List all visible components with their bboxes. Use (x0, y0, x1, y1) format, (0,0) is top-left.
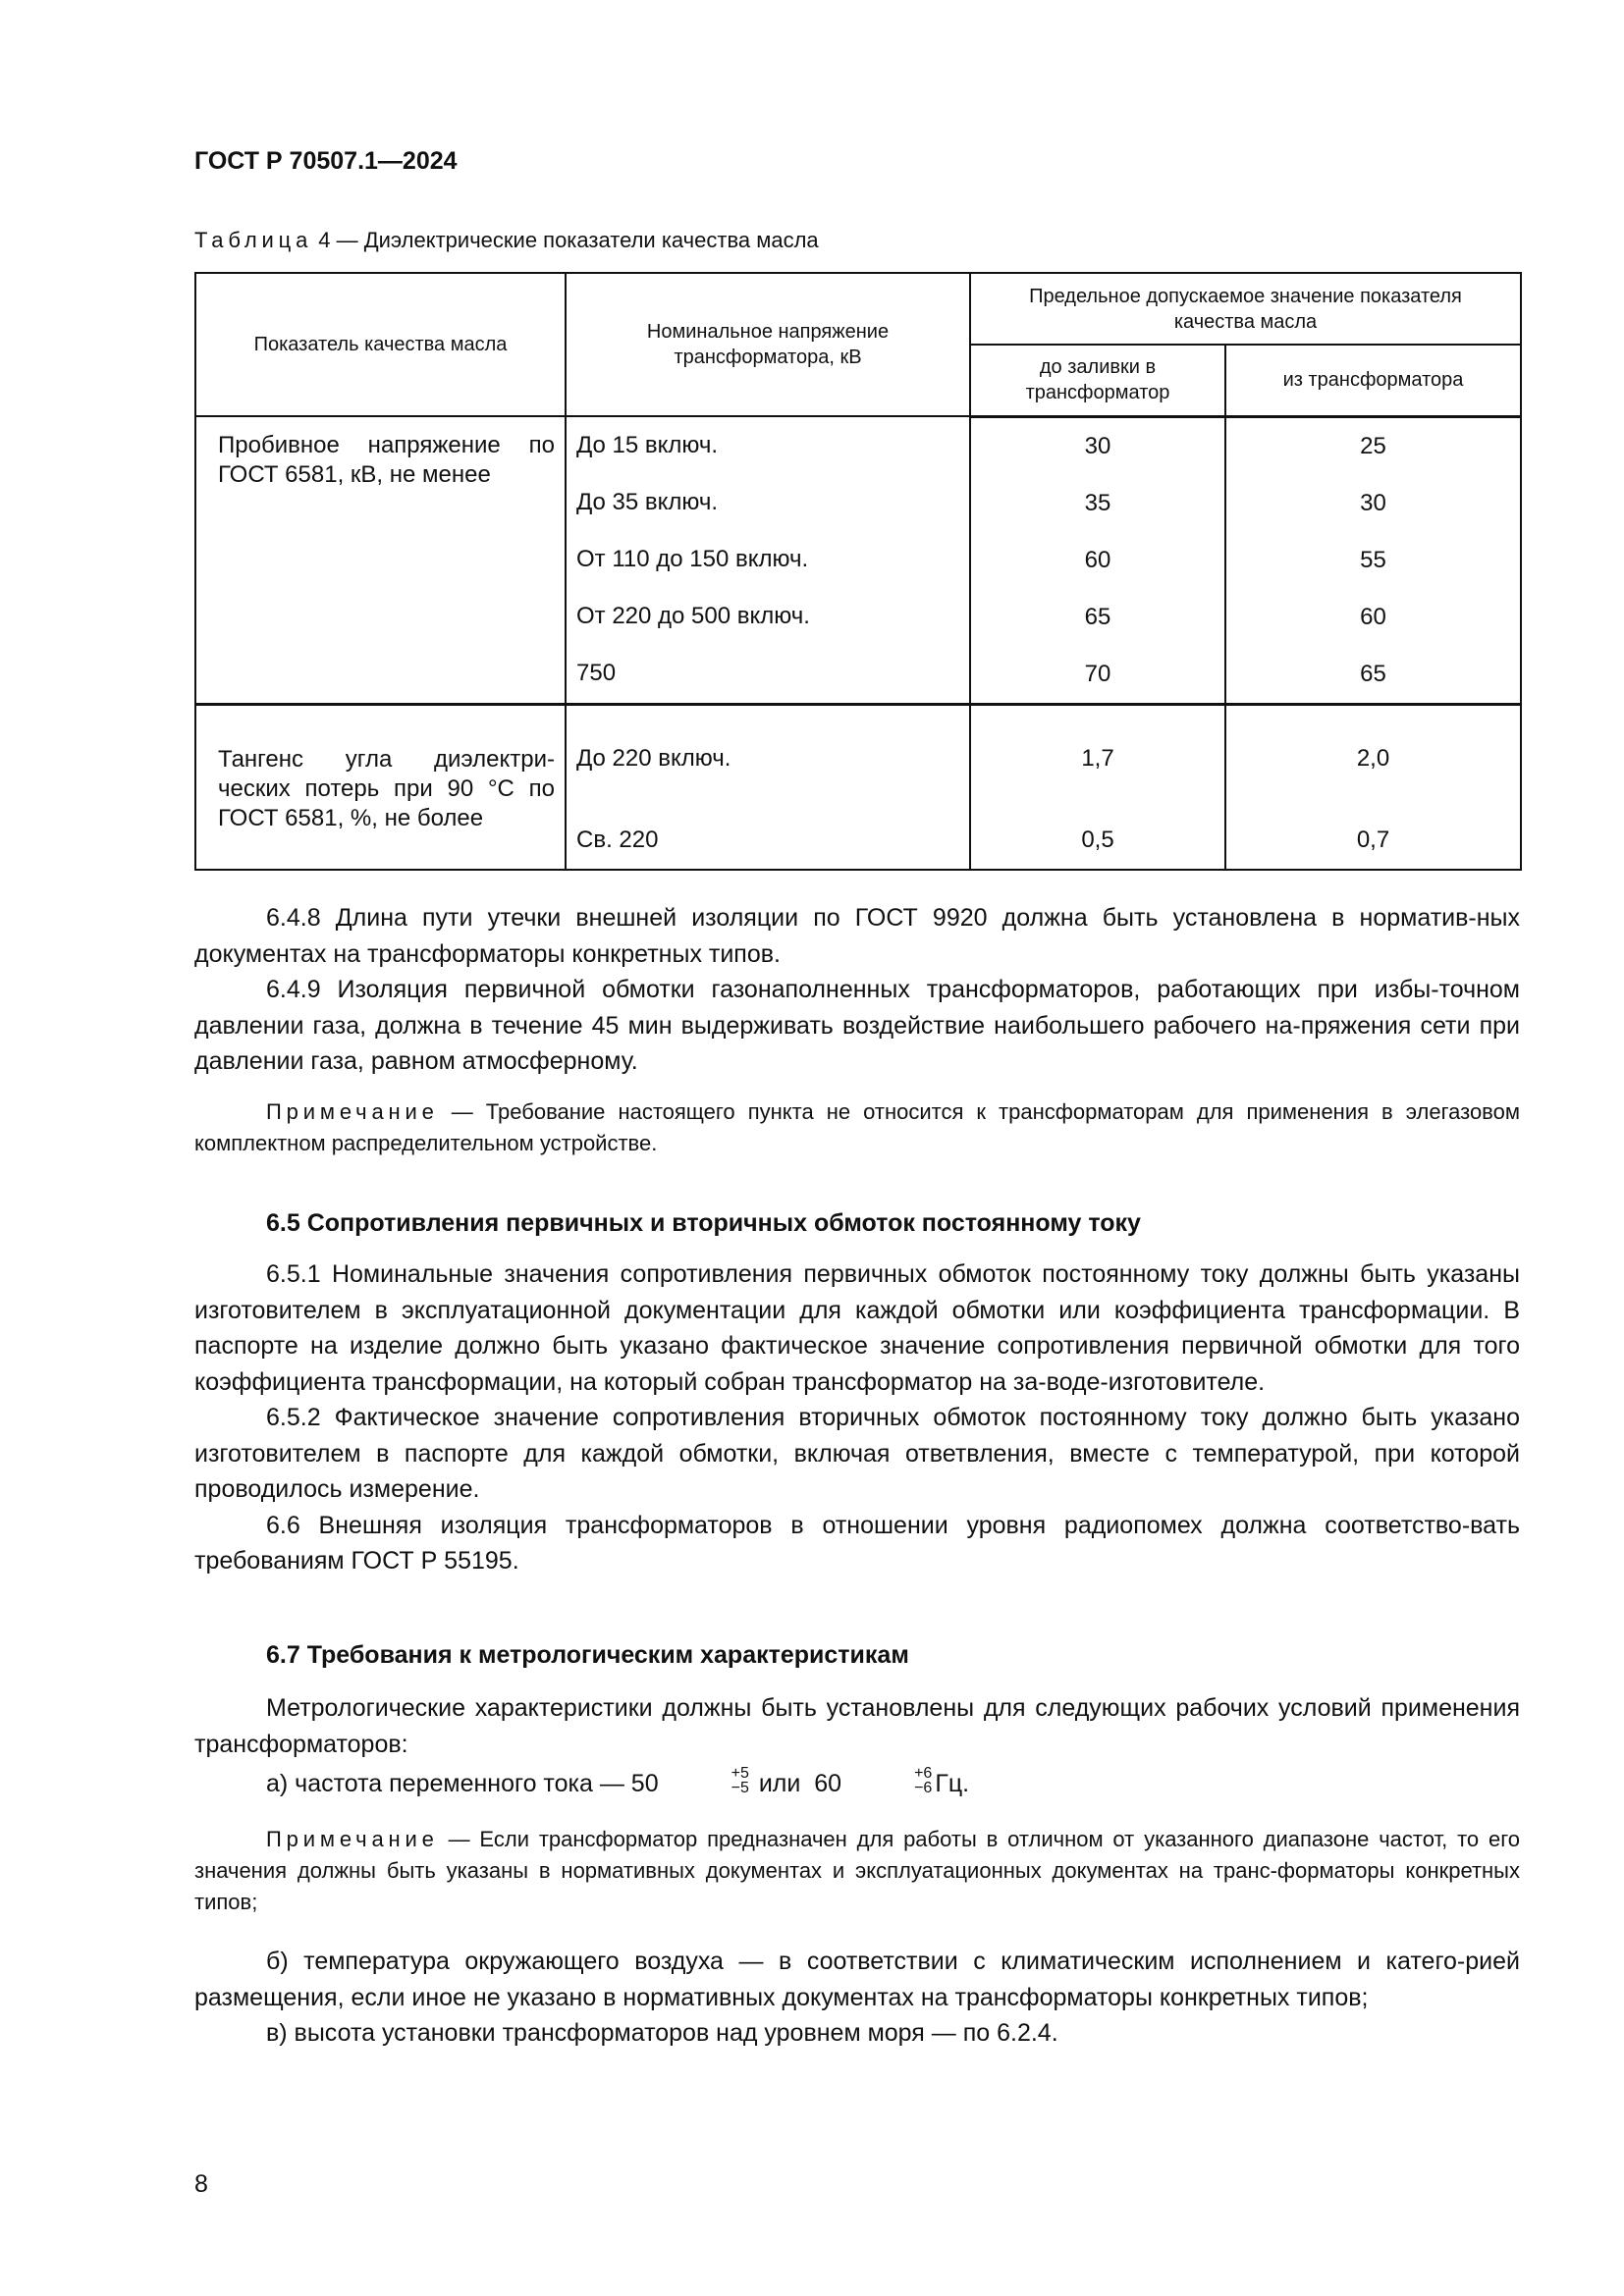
limit-value: 70 (1084, 660, 1111, 687)
limit-value: 30 (1084, 432, 1111, 459)
note-label: Примечание (266, 1099, 439, 1124)
limit-value: 65 (1360, 660, 1386, 687)
before-filling-column (970, 416, 1225, 704)
voltage-value: До 220 включ. (576, 744, 731, 772)
voltage-value: До 35 включ. (576, 489, 719, 515)
section-6-5-text (194, 1205, 1520, 1242)
paragraph-6-4-8: 6.4.8 Длина пути утечки внешней изоляции по ГОСТ 9920 должна быть установлена в норматив-ных документах на трансформаторы конкретных типов. (194, 904, 1520, 968)
limit-value: 60 (1084, 546, 1111, 573)
header-indicator: Показатель качества масла (195, 273, 566, 416)
limit-value: 25 (1360, 432, 1386, 459)
document-code: ГОСТ Р 70507.1—2024 (194, 147, 458, 175)
paragraph-6-5-2: 6.5.2 Фактическое значение сопротивления вторичных обмоток постоянному току должно быть указано изготовителем в паспорте для каждой обмотки, включая ответвления, вместе с температурой, при которой проводилось измерение. (194, 1404, 1520, 1503)
limit-value: 2,0 (1356, 744, 1390, 772)
indicator-loss-tangent: Тангенс угла диэлектри-ческих потерь при 90 °С по ГОСТ 6581, %, не более (195, 704, 566, 870)
item-b: б) температура окружающего воздуха — в соответствии с климатическим исполнением и катего-рией размещения, если иное не указано в нормативных документах на трансформаторы конкретных типов; (194, 1948, 1520, 2011)
paragraph-6-4-9: 6.4.9 Изоляция первичной обмотки газонаполненных трансформаторов, работающих при избы-точном давлении газа, должна в течение 45 мин выдерживать воздействие наибольшего рабочего на-пряжения сети при давлении газа, равном атмосферному. (194, 976, 1520, 1075)
frequency-unit: Гц. (935, 1770, 970, 1797)
limit-value: 1,7 (1081, 744, 1114, 772)
frequency-tolerance: +6 −6 (914, 1765, 933, 1797)
before-filling-column (970, 704, 1225, 870)
note-6-4-9 (194, 1096, 1520, 1159)
header-limit: Предельное допускаемое значение показателя качества масла (970, 273, 1521, 345)
item-a (194, 1766, 1520, 1802)
from-transformer-column (1225, 416, 1521, 704)
from-transformer-column (1225, 704, 1521, 870)
heading-6-7: 6.7 Требования к метрологическим характеристикам (266, 1641, 909, 1669)
or-word: или (758, 1770, 801, 1797)
note-label: Примечание (266, 1827, 439, 1851)
oil-quality-table (194, 272, 1522, 871)
limit-value: 0,7 (1356, 826, 1390, 853)
items-b-v (194, 1944, 1520, 2052)
item-a-text: а) частота переменного тока — (266, 1770, 624, 1797)
voltage-column (566, 416, 970, 704)
section-6-7-heading (194, 1637, 1520, 1674)
table-caption-title: 4 — Диэлектрические показатели качества масла (318, 228, 819, 252)
voltage-value: От 110 до 150 включ. (576, 546, 809, 572)
paragraph-6-5-1: 6.5.1 Номинальные значения сопротивления первичных обмоток постоянному току должны быть указаны изготовителем в эксплуатационной документации для каждой обмотки или коэффициента трансформации. В паспорте на изделие должно быть указано фактическое значение сопротивления первичной обмотки для того коэффициента трансформации, на который собран трансформатор на за-воде-изготовителе. (194, 1260, 1520, 1396)
voltage-value: До 15 включ. (576, 432, 719, 458)
frequency-value: 60 (814, 1770, 842, 1797)
limit-value: 60 (1360, 603, 1386, 630)
indicator-breakdown-voltage: Пробивное напряжение по ГОСТ 6581, кВ, не менее (195, 416, 566, 704)
note-text: — Требование настоящего пункта не относится к трансформаторам для применения в элегазовом комплектном распределительном устройстве. (194, 1099, 1520, 1155)
section-6-7-body (194, 1690, 1520, 1802)
heading-6-5: 6.5 Сопротивления первичных и вторичных обмоток постоянному току (266, 1209, 1141, 1237)
frequency-tolerance: +5 −5 (731, 1765, 749, 1797)
page-number: 8 (194, 2170, 208, 2198)
limit-value: 65 (1084, 603, 1111, 630)
limit-value: 55 (1360, 546, 1386, 573)
frequency-value: 50 (630, 1770, 659, 1797)
voltage-value: 750 (576, 660, 617, 686)
limit-value: 30 (1360, 489, 1386, 516)
header-from-transformer: из трансформатора (1225, 345, 1521, 416)
voltage-column (566, 704, 970, 870)
voltage-value: Св. 220 (576, 826, 659, 853)
paragraph-6-7: Метрологические характеристики должны быть установлены для следующих рабочих условий применения трансформаторов: (194, 1694, 1520, 1758)
item-v: в) высота установки трансформаторов над уровнем моря — по 6.2.4. (266, 2019, 1058, 2047)
note-frequency (194, 1824, 1520, 1918)
note-text: — Если трансформатор предназначен для работы в отличном от указанного диапазоне частот, то его значения должны быть указаны в нормативных документах и эксплуатационных документах на транс-форматоры конкретных типов; (194, 1827, 1520, 1914)
limit-value: 35 (1084, 489, 1111, 516)
header-voltage: Номинальное напряжение трансформатора, кВ (566, 273, 970, 416)
limit-value: 0,5 (1081, 826, 1114, 853)
section-6-5-body (194, 1256, 1520, 1579)
section-6-4-text (194, 900, 1520, 1080)
header-before-filling: до заливки в трансформатор (970, 345, 1225, 416)
voltage-value: От 220 до 500 включ. (576, 603, 810, 629)
paragraph-6-6: 6.6 Внешняя изоляция трансформаторов в отношении уровня радиопомех должна соответство-вать требованиям ГОСТ Р 55195. (194, 1511, 1520, 1575)
table-caption-word: Таблица (194, 228, 313, 252)
table-caption (194, 228, 819, 253)
